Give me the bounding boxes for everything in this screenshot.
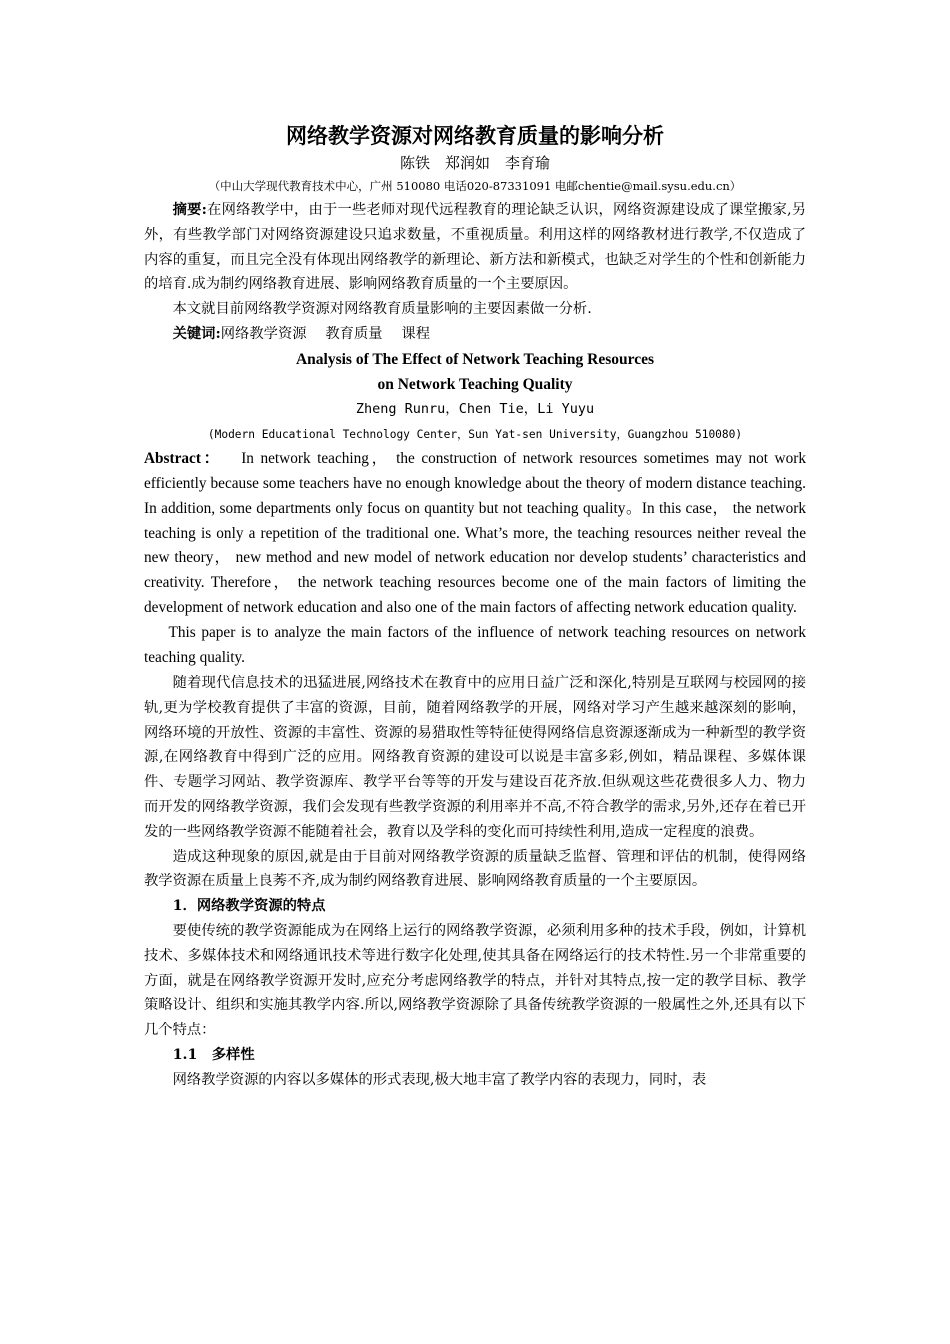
abstract-en-2: This paper is to analyze the main factors of the influence of network teaching resources on network teaching quality. (144, 624, 806, 667)
keywords (144, 322, 806, 347)
abstract-en-label: Abstract： (144, 449, 222, 467)
english-affiliation: (Modern Educational Technology Center，Sun Yat-sen University，Guangzhou 510080) (207, 427, 743, 441)
section-1-1-heading-text: 1.1 多样性 (172, 1046, 255, 1063)
paper-title: 网络教学资源对网络教育质量的影响分析 (286, 124, 664, 148)
body-paragraph-1: 随着现代信息技术的迅猛进展,网络技术在教育中的应用日益广泛和深化,特别是互联网与校园网的接轨,更为学校教育提供了丰富的资源，目前，随着网络教学的开展，网络对学习产生越来越深刻的影响，网络环境的开放性、资源的丰富性、资源的易猎取性等特征使得网络信息资源逐渐成为一种新型的教学资源,在网络教育中得到广泛的应用。网络教育资源的建设可以说是丰富多彩,例如，精品课程、多媒体课件、专题学习网站、教学资源库、教学平台等等的开发与建设百花齐放.但纵观这些花费很多人力、物力而开发的网络教学资源，我们会发现有些教学资源的利用率并不高,不符合教学的需求,另外,还存在着已开发的一些网络教学资源不能随着社会，教育以及学科的变化而可持续性利用,造成一定程度的浪费。 (144, 674, 806, 840)
abstract-cn-2: 本文就目前网络教学资源对网络教育质量影响的主要因素做一分析. (172, 301, 592, 318)
section-1-1-paragraph: 网络教学资源的内容以多媒体的形式表现,极大地丰富了教学内容的表现力，同时，表 (172, 1071, 707, 1088)
paper-affiliation: （中山大学现代教育技术中心，广州 510080 电话020-87331091 电邮chentie@mail.sysu.edu.cn） (208, 179, 742, 193)
section-1-paragraph: 要使传统的教学资源能成为在网络上运行的网络教学资源，必须利用多种的技术手段，例如，计算机技术、多媒体技术和网络通讯技术等进行数字化处理,使其具备在网络运行的技术特性.另一个非常重要的方面，就是在网络教学资源开发时,应充分考虑网络教学的特点，并针对其特点,按一定的教学目标、教学策略设计、组织和实施其教学内容.所以,网络教学资源除了具备传统教学资源的一般属性之外,还具有以下几个特点： (144, 922, 806, 1039)
abstract-cn-text: 在网络教学中，由于一些老师对现代远程教育的理论缺乏认识，网络资源建设成了课堂搬家,另外，有些教学部门对网络资源建设只追求数量，不重视质量。利用这样的网络教材进行教学,不仅造成了内容的重复，而且完全没有体现出网络教学的新理论、新方法和新模式，也缺乏对学生的个性和创新能力的培育.成为制约网络教育进展、影响网络教育质量的一个主要原因。 (144, 202, 806, 293)
paper-page (144, 120, 806, 1092)
english-title-line1: Analysis of The Effect of Network Teaching Resources (295, 350, 655, 368)
abstract-cn (144, 198, 806, 297)
english-title-line2: on Network Teaching Quality (377, 375, 573, 393)
section-1-heading: 1．网络教学资源的特点 (172, 898, 326, 915)
section-1-1-heading (144, 1043, 806, 1068)
abstract-cn-label: 摘要: (172, 202, 207, 218)
keywords-label: 关键词: (172, 325, 221, 342)
abstract-en-text: In network teaching， the construction of network resources sometimes may not work efficiently because some teachers have no enough knowledge about the theory of modern distance teaching. In addition, some departments only focus on quantity but not teaching quality。In this case， the network teaching is only a repetition of the traditional one. What’s more, the teaching resources neither reveal the new theory， new method and new model of network education nor develop students’ characteristics and creativity. Therefore， the network teaching resources become one of the main factors of limiting the development of network education and also one of the main factors of affecting network education quality. (144, 449, 806, 617)
paper-authors: 陈铁 郑润如 李育瑜 (399, 154, 550, 172)
abstract-en (144, 447, 806, 621)
keywords-text: 网络教学资源 教育质量 课程 (220, 325, 431, 342)
body-paragraph-2: 造成这种现象的原因,就是由于目前对网络教学资源的质量缺乏监督、管理和评估的机制，使得网络教学资源在质量上良莠不齐,成为制约网络教育进展、影响网络教育质量的一个主要原因。 (144, 848, 806, 890)
english-authors: Zheng Runru，Chen Tie，Li Yuyu (355, 400, 595, 417)
